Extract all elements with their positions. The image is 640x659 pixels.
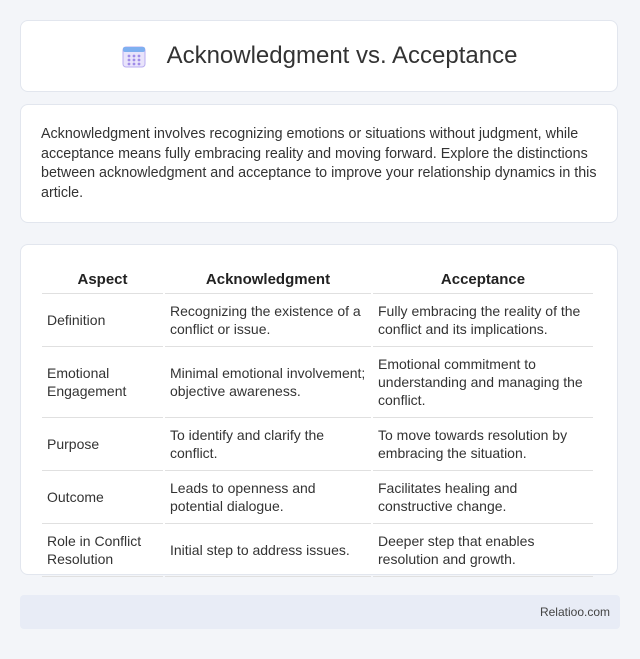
page-title: Acknowledgment vs. Acceptance (166, 42, 518, 69)
footer (20, 595, 620, 629)
cell-aspect: Purpose (42, 418, 163, 471)
intro-card (20, 104, 618, 223)
cell-acceptance: Emotional commitment to understanding and managing the conflict. (373, 347, 593, 418)
cell-acknowledgment: Recognizing the existence of a conflict or issue. (165, 294, 371, 347)
table-row (42, 347, 593, 418)
table-row (42, 524, 593, 577)
cell-acceptance: Fully embracing the reality of the conflict and its implications. (373, 294, 593, 347)
table-row (42, 294, 593, 347)
cell-aspect: Role in Conflict Resolution (42, 524, 163, 577)
table-row (42, 418, 593, 471)
cell-aspect: Emotional Engagement (42, 347, 163, 418)
calendar-icon (121, 43, 147, 69)
intro-text: Acknowledgment involves recognizing emotions or situations without judgment, while acceptance means fully embracing reality and moving forward. Explore the distinctions between acknowledgment and acceptance to improve your relationship dynamics in this article. (41, 126, 597, 201)
cell-acknowledgment: Leads to openness and potential dialogue. (165, 471, 371, 524)
comparison-table (40, 267, 595, 577)
cell-acceptance: To move towards resolution by embracing the situation. (373, 418, 593, 471)
header-acknowledgment: Acknowledgment (165, 267, 371, 294)
cell-aspect: Definition (42, 294, 163, 347)
cell-acceptance: Facilitates healing and constructive change. (373, 471, 593, 524)
header-acceptance: Acceptance (373, 267, 593, 294)
header-aspect: Aspect (42, 267, 163, 294)
cell-acceptance: Deeper step that enables resolution and growth. (373, 524, 593, 577)
title-card (20, 20, 618, 92)
footer-brand: Relatioo.com (539, 605, 610, 619)
table-card (20, 244, 618, 575)
title-wrap (121, 42, 518, 70)
cell-acknowledgment: To identify and clarify the conflict. (165, 418, 371, 471)
cell-aspect: Outcome (42, 471, 163, 524)
cell-acknowledgment: Minimal emotional involvement; objective awareness. (165, 347, 371, 418)
table-header-row (42, 267, 593, 294)
cell-acknowledgment: Initial step to address issues. (165, 524, 371, 577)
table-row (42, 471, 593, 524)
